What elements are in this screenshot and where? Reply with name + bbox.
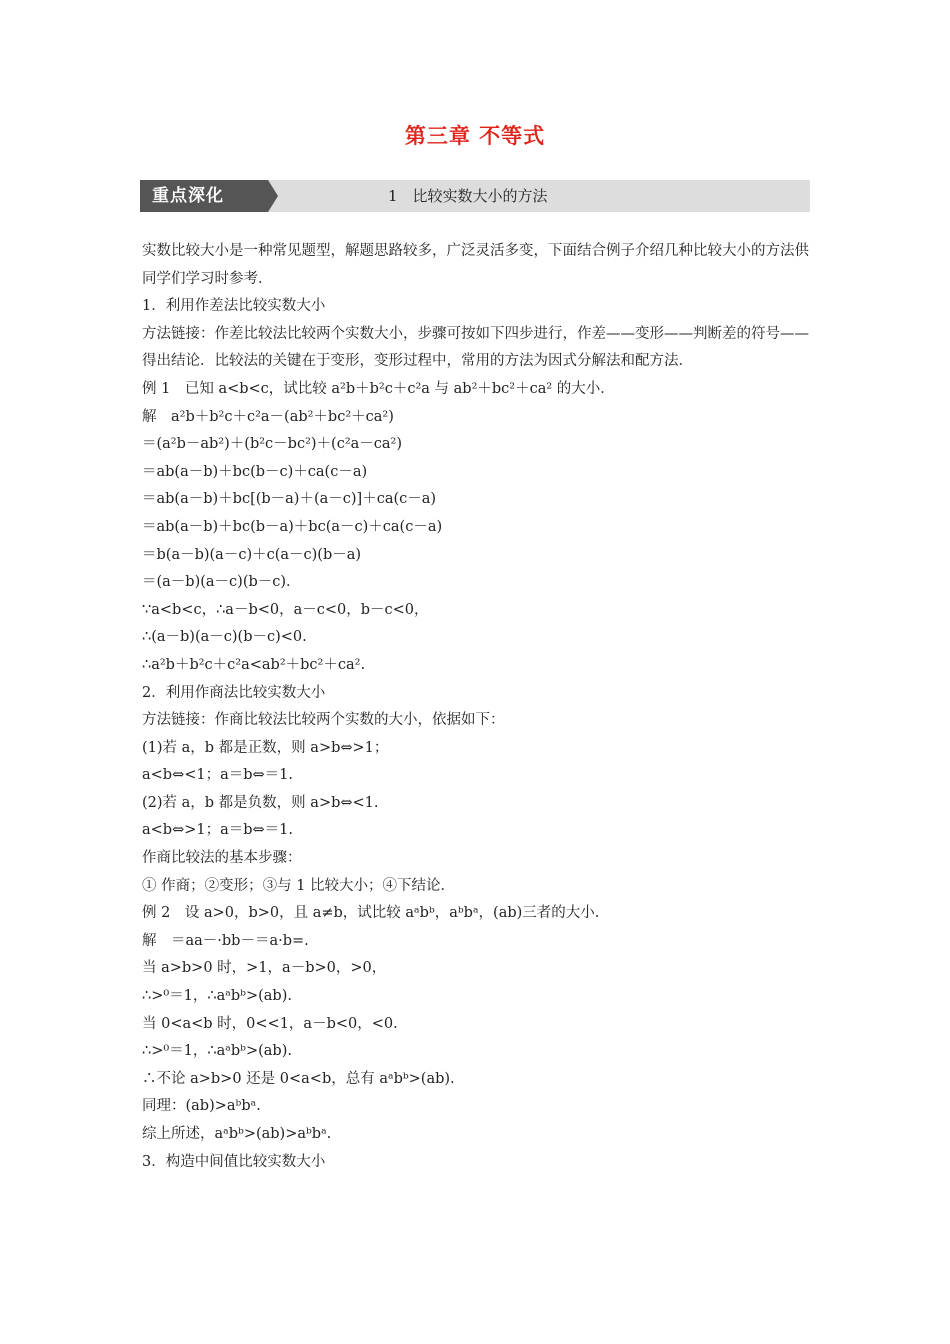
solution-line: ∴不论 a>b>0 还是 0<a<b，总有 aᵃbᵇ>(ab). xyxy=(142,1070,455,1087)
heading-method-3: 3．构造中间值比较实数大小 xyxy=(142,1153,326,1170)
solution-line: 同理：(ab)>aᵇbᵃ. xyxy=(142,1098,261,1115)
solution-line: ∴(a－b)(a－c)(b－c)<0. xyxy=(142,629,307,646)
solution-line: ＝ab(a－b)＋bc[(b－a)＋(a－c)]＋ca(c－a) xyxy=(142,491,437,508)
steps-heading: 作商比较法的基本步骤： xyxy=(142,850,302,867)
solution-line: ∴a²b＋b²c＋c²a<ab²＋bc²＋ca². xyxy=(142,656,366,673)
solution-line: 当 a>b>0 时，>1，a－b>0，>0， xyxy=(142,960,387,977)
rule-line: (1)若 a，b 都是正数，则 a>b⇔>1； xyxy=(142,739,389,756)
solution-line: ＝ab(a－b)＋bc(b－c)＋ca(c－a) xyxy=(142,463,368,480)
solution-line: 综上所述，aᵃbᵇ>(ab)>aᵇbᵃ. xyxy=(142,1126,332,1142)
chapter-title: 第三章 不等式 xyxy=(404,124,546,148)
rule-line: a<b⇔<1；a＝b⇔＝1. xyxy=(142,767,294,784)
tag-arrow-shape xyxy=(268,180,278,212)
heading-method-1: 1．利用作差法比较实数大小 xyxy=(142,298,326,315)
example-2: 例 2 设 a>0，b>0，且 a≠b，试比较 aᵃbᵇ，aᵇbᵃ，(ab)三者的大小． xyxy=(142,905,610,922)
intro-paragraph: 实数比较大小是一种常见题型，解题思路较多，广泛灵活多变，下面结合例子介绍几种比较大小的方法供同学们学习时参考． xyxy=(142,243,809,287)
solution-line: 解 a²b＋b²c＋c²a－(ab²＋bc²＋ca²) xyxy=(142,408,394,425)
solution-line: ＝(a²b－ab²)＋(b²c－bc²)＋(c²a－ca²) xyxy=(142,436,403,453)
rule-line: (2)若 a，b 都是负数，则 a>b⇔<1. xyxy=(142,794,379,811)
solution-line: 当 0<a<b 时，0<<1，a－b<0，<0. xyxy=(142,1015,398,1032)
section-tag: 重点深化 xyxy=(140,180,268,212)
solution-line: ＝b(a－b)(a－c)＋c(a－c)(b－a) xyxy=(142,546,362,563)
steps-line: ① 作商；②变形；③与 1 比较大小；④下结论． xyxy=(142,877,456,894)
heading-method-2: 2．利用作商法比较实数大小 xyxy=(142,684,326,701)
method-2-link: 方法链接：作商比较法比较两个实数的大小，依据如下： xyxy=(142,712,505,729)
solution-line: ∴>⁰＝1，∴aᵃbᵇ>(ab). xyxy=(142,988,292,1005)
rule-line: a<b⇔>1；a＝b⇔＝1. xyxy=(142,822,294,839)
method-1-link: 方法链接：作差比较法比较两个实数大小，步骤可按如下四步进行，作差——变形——判断差的符号——得出结论．比较法的关键在于变形，变形过程中，常用的方法为因式分解法和配方法． xyxy=(142,325,809,370)
body-text xyxy=(142,238,810,1176)
solution-line: ＝(a－b)(a－c)(b－c)． xyxy=(142,574,301,591)
section-title: 1 比较实数大小的方法 xyxy=(388,187,548,205)
example-1: 例 1 已知 a<b<c，试比较 a²b＋b²c＋c²a 与 ab²＋bc²＋ca² 的大小． xyxy=(142,380,615,397)
section-banner xyxy=(140,180,810,212)
solution-line: 解 ＝aa－·bb－＝a·b=. xyxy=(142,932,309,949)
solution-line: ＝ab(a－b)＋bc(b－a)＋bc(a－c)＋ca(c－a) xyxy=(142,518,443,535)
solution-line: ∴>⁰＝1，∴aᵃbᵇ>(ab). xyxy=(142,1043,292,1060)
solution-line: ∵a<b<c，∴a－b<0，a－c<0，b－c<0， xyxy=(142,601,429,618)
